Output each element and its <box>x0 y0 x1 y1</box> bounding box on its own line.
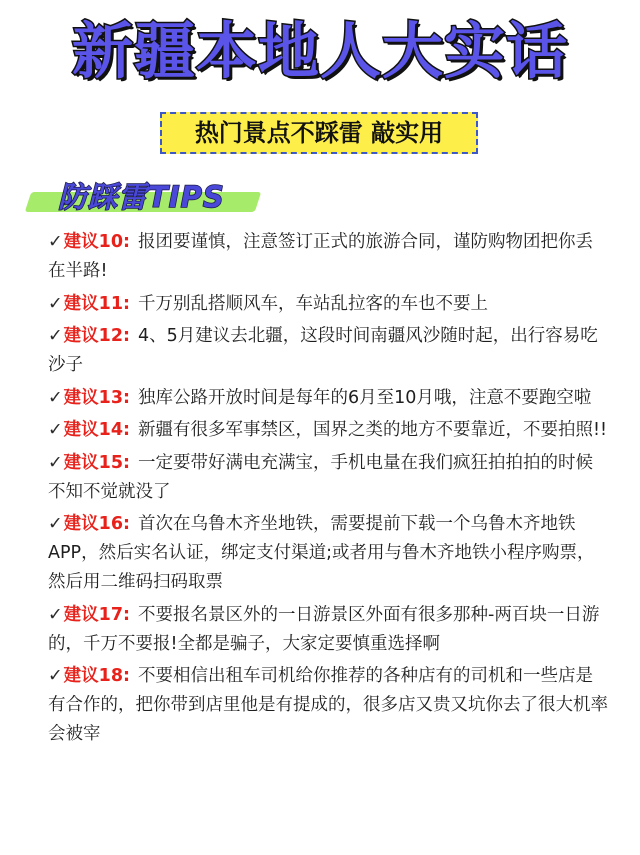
tip-label: 建议18: <box>63 666 131 686</box>
tip-item <box>48 416 608 445</box>
subtitle-box <box>160 112 478 154</box>
tip-label: 建议11: <box>63 293 131 314</box>
tip-text: 4、5月建议去北疆，这段时间南疆风沙随时起，出行容易吃沙子 <box>48 326 598 375</box>
section-heading <box>28 176 260 220</box>
tip-item <box>48 510 608 597</box>
tip-label: 建议13: <box>63 387 131 408</box>
tip-item <box>48 290 608 319</box>
tip-label: 建议15: <box>63 452 131 473</box>
tip-text: 新疆有很多军事禁区，国界之类的地方不要靠近，不要拍照!! <box>138 420 608 440</box>
check-icon: ✓ <box>48 293 63 314</box>
check-icon: ✓ <box>48 452 63 473</box>
tip-label: 建议14: <box>63 420 131 440</box>
subtitle: 热门景点不踩雷 敲实用 <box>194 119 444 147</box>
section-heading-text: 防踩雷TIPS <box>58 180 225 214</box>
check-icon: ✓ <box>48 387 63 408</box>
check-icon: ✓ <box>48 232 63 252</box>
check-icon: ✓ <box>48 666 63 686</box>
page-title: 新疆本地人大实话 <box>71 16 568 87</box>
check-icon: ✓ <box>48 326 63 346</box>
tip-item <box>48 384 608 413</box>
tip-item <box>48 228 608 286</box>
tip-item <box>48 601 608 659</box>
tip-text: 一定要带好满电充满宝，手机电量在我们疯狂拍拍拍的时候不知不觉就没了 <box>48 452 594 502</box>
tips-list <box>48 228 608 753</box>
tip-text: 独库公路开放时间是每年的6月至10月哦，注意不要跑空啦 <box>138 387 592 408</box>
tip-item <box>48 662 608 749</box>
tip-label: 建议17: <box>63 604 131 625</box>
title-container <box>0 8 640 96</box>
tip-text: 报团要谨慎，注意签订正式的旅游合同，谨防购物团把你丢在半路! <box>48 232 594 281</box>
tip-item <box>48 449 608 507</box>
check-icon: ✓ <box>48 604 63 625</box>
tip-text: 首次在乌鲁木齐坐地铁，需要提前下载一个乌鲁木齐地铁APP，然后实名认证，绑定支付渠道;或者用与鲁木齐地铁小程序购票，然后用二维码扫码取票 <box>48 514 595 592</box>
tip-label: 建议12: <box>63 326 131 346</box>
check-icon: ✓ <box>48 514 63 534</box>
check-icon: ✓ <box>48 420 63 440</box>
tip-label: 建议10: <box>63 232 131 252</box>
tip-item <box>48 322 608 380</box>
tip-text: 不要相信出租车司机给你推荐的各种店有的司机和一些店是有合作的，把你带到店里他是有提成的，很多店又贵又坑你去了很大机率会被宰 <box>48 666 608 744</box>
tip-label: 建议16: <box>63 514 131 534</box>
tip-text: 千万别乱搭顺风车，车站乱拉客的车也不要上 <box>138 293 489 314</box>
tip-text: 不要报名景区外的一日游景区外面有很多那种-两百块一日游的，千万不要报!全都是骗子，大家定要慎重选择啊 <box>48 604 600 654</box>
